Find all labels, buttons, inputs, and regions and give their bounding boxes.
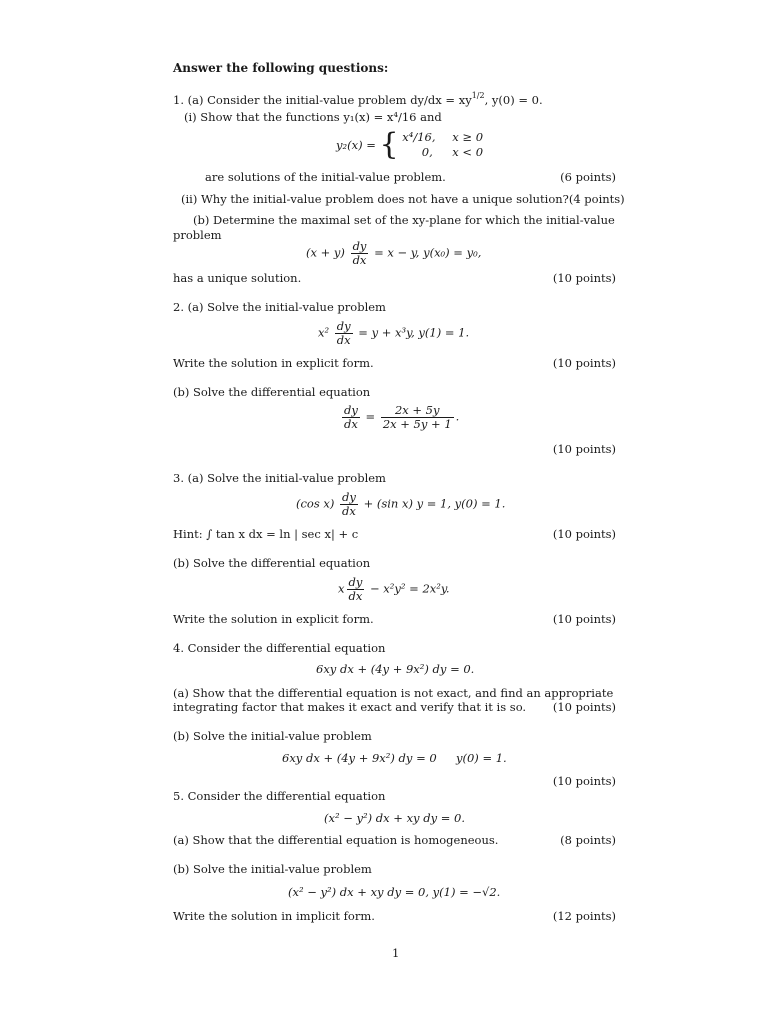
- q2-b-frac1-den: dx: [344, 417, 358, 431]
- q1-intro-tail: , y(0) = 0.: [484, 93, 543, 107]
- q5-b-text: (b) Solve the initial-value problem: [173, 862, 372, 876]
- q5-b-implicit: Write the solution in implicit form.: [173, 909, 375, 923]
- q2-a-eq-left: x²: [318, 325, 330, 340]
- q4-b-text: (b) Solve the initial-value problem: [173, 729, 372, 743]
- q5-a-points: (8 points): [560, 833, 616, 847]
- q2-b-fraction1: [342, 404, 360, 431]
- q2-b-equals: =: [365, 409, 376, 424]
- q1-solutions-text: are solutions of the initial-value problem.: [205, 170, 446, 184]
- q1-ii-text: (ii) Why the initial-value problem does not have a unique solution?(4 points): [181, 192, 625, 206]
- q2-b-frac2-den: 2x + 5y + 1: [382, 417, 452, 431]
- q1-b-fraction: [351, 240, 369, 267]
- q1-solutions-points: (6 points): [560, 170, 616, 184]
- q2-a-eq-right: = y + x³y, y(1) = 1.: [358, 325, 470, 340]
- q1-b-eq-right: = x − y, y(x₀) = y₀,: [374, 245, 482, 260]
- q2-b-text: (b) Solve the differential equation: [173, 385, 371, 399]
- q3-hint: Hint: ∫ tan x dx = ln | sec x| + c: [173, 527, 359, 541]
- q3-a-points: (10 points): [552, 527, 616, 541]
- q1-left-brace: {: [379, 127, 399, 162]
- q3-b-eq-left: x: [338, 581, 345, 596]
- q1-piecewise-equation: [336, 127, 484, 162]
- q5-b-points: (12 points): [552, 909, 616, 923]
- q3-a-fraction: [340, 491, 358, 518]
- q3-b-text: (b) Solve the differential equation: [173, 556, 371, 570]
- page-heading: Answer the following questions:: [173, 61, 389, 75]
- q5-a-text: (a) Show that the differential equation is homogeneous.: [173, 833, 499, 847]
- q2-b-frac1-num: dy: [344, 403, 358, 417]
- q2-b-points: (10 points): [552, 442, 616, 456]
- q4-b-points: (10 points): [552, 774, 616, 788]
- q2-a-frac-num: dy: [336, 319, 351, 333]
- q5-b-equation: (x² − y²) dx + xy dy = 0, y(1) = −√2.: [288, 885, 501, 899]
- q2-b-frac2-num: 2x + 5y: [381, 404, 454, 418]
- q3-b-points: (10 points): [552, 612, 616, 626]
- q4-text: 4. Consider the differential equation: [173, 641, 386, 655]
- q1-b-text-cont: problem: [173, 228, 222, 242]
- q3-a-text: 3. (a) Solve the initial-value problem: [173, 471, 386, 485]
- q3-b-frac-den: dx: [348, 589, 363, 603]
- q1-b-frac-num: dy: [352, 239, 367, 253]
- q4-a-points: (10 points): [552, 700, 616, 714]
- q1-b-points: (10 points): [552, 271, 616, 285]
- q3-a-equation: [296, 491, 505, 518]
- q1-intro-text: 1. (a) Consider the initial-value problem dy/dx = xy: [173, 93, 472, 107]
- q1-b-frac-den: dx: [352, 253, 367, 267]
- q4-a-text-cont: integrating factor that makes it exact and verify that it is so.: [173, 700, 527, 714]
- q3-a-eq-left: (cos x): [296, 496, 335, 511]
- q1-intro-exponent: 1/2: [471, 91, 485, 100]
- q1-case1-value: x⁴/16,: [402, 130, 436, 144]
- q1-i-text: (i) Show that the functions y₁(x) = x⁴/16 and: [184, 110, 442, 124]
- q1-b-unique: has a unique solution.: [173, 271, 302, 285]
- q1-case2-value: 0,: [421, 145, 433, 159]
- q4-a-text: (a) Show that the differential equation is not exact, and find an appropriate: [173, 686, 614, 700]
- q2-b-fraction2: [381, 404, 454, 431]
- q5-equation: (x² − y²) dx + xy dy = 0.: [324, 811, 465, 825]
- q2-a-equation: [318, 320, 469, 347]
- q2-b-equation: [340, 404, 459, 431]
- q2-a-frac-den: dx: [336, 333, 351, 347]
- q2-a-points: (10 points): [552, 356, 616, 370]
- q4-b-initial-condition: y(0) = 1.: [456, 751, 507, 765]
- q1-case1-condition: x ≥ 0: [452, 130, 484, 144]
- q3-b-fraction: [347, 576, 365, 603]
- q1-y2-lhs: y₂(x) =: [336, 138, 376, 152]
- page-number: 1: [392, 946, 400, 960]
- q2-a-explicit: Write the solution in explicit form.: [173, 356, 374, 370]
- q3-b-frac-num: dy: [348, 575, 363, 589]
- q1-b-text: (b) Determine the maximal set of the xy-plane for which the initial-value: [193, 213, 615, 227]
- q1-case2-condition: x < 0: [452, 145, 484, 159]
- q1-b-equation: [306, 240, 481, 267]
- q2-a-fraction: [335, 320, 353, 347]
- q1-b-eq-left: (x + y): [306, 245, 345, 260]
- q1-intro: [173, 89, 543, 107]
- q4-equation: 6xy dx + (4y + 9x²) dy = 0.: [316, 662, 475, 676]
- q4-b-equation: 6xy dx + (4y + 9x²) dy = 0: [282, 751, 437, 765]
- q5-text: 5. Consider the differential equation: [173, 789, 386, 803]
- q3-a-frac-den: dx: [342, 504, 356, 518]
- q2-b-period: .: [455, 409, 460, 424]
- q1-cases: [402, 130, 483, 160]
- q3-b-eq-right: − x²y² = 2x²y.: [370, 581, 450, 596]
- q3-a-eq-right: + (sin x) y = 1, y(0) = 1.: [363, 496, 506, 511]
- q3-b-equation: [338, 576, 450, 603]
- q3-b-explicit: Write the solution in explicit form.: [173, 612, 374, 626]
- q2-a-text: 2. (a) Solve the initial-value problem: [173, 300, 386, 314]
- q3-a-frac-num: dy: [342, 490, 356, 504]
